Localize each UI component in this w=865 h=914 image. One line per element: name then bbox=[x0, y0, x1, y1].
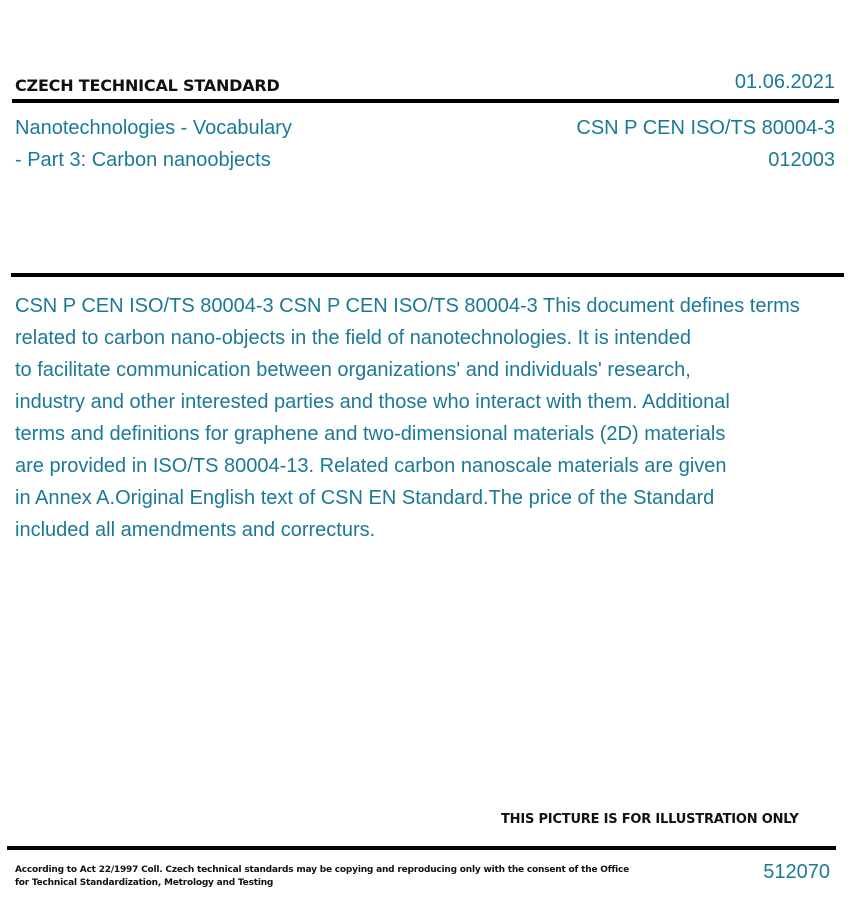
description-line: related to carbon nano-objects in the field of nanotechnologies. It is intended bbox=[15, 327, 692, 349]
document-number: 512070 bbox=[763, 861, 830, 883]
standard-title-line-1: Nanotechnologies - Vocabulary bbox=[15, 117, 292, 139]
standard-type-heading: CZECH TECHNICAL STANDARD bbox=[15, 76, 280, 95]
top-rule-divider bbox=[12, 99, 839, 103]
illustration-disclaimer: THIS PICTURE IS FOR ILLUSTRATION ONLY bbox=[501, 812, 799, 827]
middle-rule-divider bbox=[11, 273, 844, 277]
description-text bbox=[15, 290, 865, 546]
description-line: to facilitate communication between organizations' and individuals' research, bbox=[15, 359, 691, 381]
description-line: industry and other interested parties and those who interact with them. Additional bbox=[15, 391, 730, 413]
legal-notice-line-2: for Technical Standardization, Metrology and Testing bbox=[15, 878, 274, 888]
classification-number: 012003 bbox=[768, 149, 835, 171]
legal-notice-line-1: According to Act 22/1997 Coll. Czech technical standards may be copying and reproducing only with the consent of the Office bbox=[15, 865, 630, 875]
description-line: included all amendments and correcturs. bbox=[15, 519, 376, 541]
description-line: are provided in ISO/TS 80004-13. Related carbon nanoscale materials are given bbox=[15, 455, 727, 477]
standard-designation-code: CSN P CEN ISO/TS 80004-3 bbox=[576, 117, 835, 139]
legal-notice bbox=[15, 864, 629, 890]
standard-title-line-2: - Part 3: Carbon nanoobjects bbox=[15, 149, 271, 171]
description-line: in Annex A.Original English text of CSN EN Standard.The price of the Standard bbox=[15, 487, 715, 509]
description-line: CSN P CEN ISO/TS 80004-3 CSN P CEN ISO/TS 80004-3 This document defines terms bbox=[15, 295, 800, 317]
bottom-rule-divider bbox=[7, 846, 836, 850]
description-line: terms and definitions for graphene and two-dimensional materials (2D) materials bbox=[15, 423, 726, 445]
publication-date: 01.06.2021 bbox=[734, 71, 835, 93]
